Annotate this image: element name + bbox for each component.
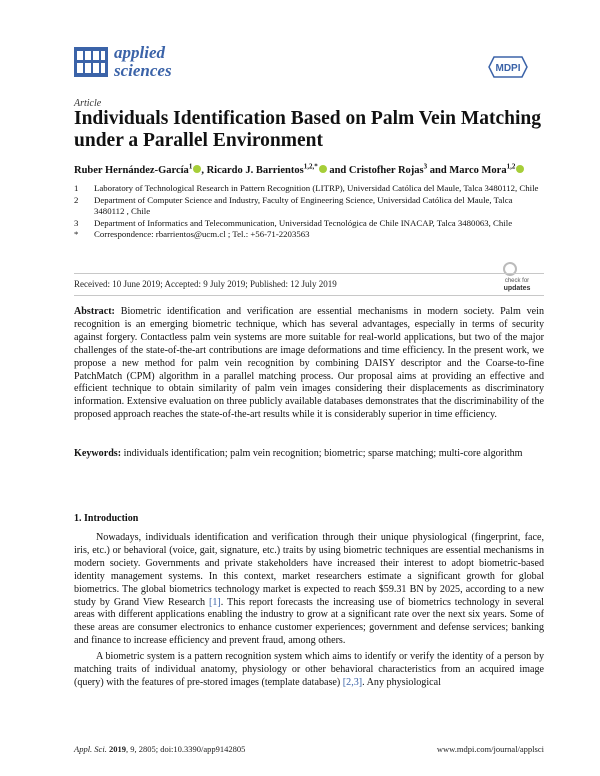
abstract-label: Abstract:: [74, 306, 115, 317]
keywords-label: Keywords:: [74, 448, 122, 459]
author-affiliation-mark: 1,2: [506, 162, 516, 171]
author-separator: ,: [201, 165, 207, 176]
affiliation-number: 1: [74, 183, 79, 193]
affiliation-number: 2: [74, 194, 79, 205]
check-updates-button[interactable]: [493, 262, 541, 292]
citation-link[interactable]: [2,3]: [342, 676, 363, 688]
footer-year: 2019: [108, 744, 126, 754]
footer-rest: , 9, 2805; doi:10.3390/app9142805: [125, 744, 246, 754]
journal-name: [114, 44, 172, 80]
affiliation-item: [74, 218, 544, 230]
paragraph-text: A biometric system is a pattern recognition system which aims to identify or verify the identity of a person by matching traits of individual anatomy, physiology or other behavioral characteristics from an acquired image (query) with the features of pre-stored images (template database): [74, 651, 544, 688]
affiliation-number: *: [74, 229, 79, 240]
affiliation-item: [74, 195, 544, 218]
publisher-name: MDPI: [495, 63, 521, 74]
affiliation-text: Correspondence: rbarrientos@ucm.cl ; Tel.: +56-71-2203563: [94, 229, 310, 240]
citation-link[interactable]: [1]: [208, 596, 221, 608]
author-name: Cristofher Rojas: [348, 165, 424, 176]
journal-name-line2: sciences: [114, 61, 172, 80]
divider: [74, 295, 544, 296]
abstract-text: Biometric identification and verification are essential mechanisms in modern society. Palm vein recognition is an emerging biometric technique, which has several advantages, especially in terms of security against forgery. Contactless palm vein systems are more suitable for real-world applications, but two of the major challenges of the state-of-the-art contributions are image deformations and time efficiency. In the present work, we propose a new method for palm vein recognition by combining DAISY descriptor and the Coarse-to-fine PatchMatch (CPM) algorithm in a parallel matching process. Our proposal aims at providing an effective and efficient technique to obtain similarity of palm vein images considering their displacements as discriminatory information. Extensive evaluation on three publicly available databases demonstrates that the discriminability of the proposed approach reaches the state-of-the-art results while it is considerably superior in time efficiency.: [74, 306, 544, 421]
divider: [74, 273, 544, 274]
keywords-text: individuals identification; palm vein recognition; biometric; sparse matching; multi-core algorithm: [123, 448, 523, 459]
article-type: Article: [74, 98, 102, 109]
paper-title: Individuals Identification Based on Palm Vein Matching under a Parallel Environment: [74, 108, 542, 151]
section-title: 1. Introduction: [74, 513, 139, 524]
check-updates-label: [493, 278, 541, 292]
journal-logo-icon: [74, 47, 108, 77]
affiliation-list: [74, 183, 544, 241]
affiliation-number: 3: [74, 217, 79, 228]
paragraph-text: Nowadays, individuals identification and verification through their unique physiological (fingerprint, face, iris, etc.) or behavioral (voice, gait, signature, etc.) traits by using biometric techniques are essential mechanisms in modern society. Governments and private stakeholders have increased their interest to adopt biometric-based identity management systems. In this context, market researchers estimate a significant growth for global biometrics. The global biometrics technology market is expected to reach $59.31 BN by 2025, according to a new study by Grand View Research: [74, 532, 544, 608]
paragraph: [74, 532, 544, 648]
affiliation-item: [74, 229, 544, 241]
orcid-icon[interactable]: [319, 165, 327, 173]
footer-url[interactable]: www.mdpi.com/journal/applsci: [436, 744, 544, 754]
author-separator: and: [326, 165, 349, 176]
paragraph: [74, 651, 544, 690]
check-updates-line1: check for: [504, 278, 530, 284]
publication-dates: Received: 10 June 2019; Accepted: 9 July 2019; Published: 12 July 2019: [74, 279, 337, 289]
author-separator: and: [427, 165, 450, 176]
affiliation-text: Department of Computer Science and Industry, Faculty of Engineering Science, Universidad Católica del Maule, Talca 3480112 , Chile: [94, 194, 513, 217]
author-name: Marco Mora: [449, 165, 507, 176]
paragraph-text: . Any physiological: [362, 676, 441, 688]
paragraph-text: . This report forecasts the increasing use of biometrics technology in several areas with different applications enabling the industry to grow at a significant rate over the next six years. Some of these areas are consumer electronics to enhance customer experiences; government and defense services; banking and finance to increase efficiency and prevent fraud, among others.: [74, 596, 544, 647]
author-affiliation-mark: 1,2,*: [303, 162, 318, 171]
author-list: [74, 164, 544, 178]
abstract: [74, 306, 544, 422]
mdpi-logo-icon: [488, 56, 528, 78]
author-name: Ricardo J. Barrientos: [206, 165, 304, 176]
affiliation-item: [74, 183, 544, 195]
footer-journal-abbr: Appl. Sci.: [74, 744, 107, 754]
affiliation-text: Laboratory of Technological Research in Pattern Recognition (LITRP), Universidad Católica del Maule, Talca 3480112, Chile: [94, 183, 539, 193]
author-affiliation-mark: 3: [423, 162, 428, 171]
check-updates-line2: updates: [503, 285, 531, 292]
section-body: [74, 532, 544, 690]
footer-citation: [74, 744, 245, 754]
journal-name-line1: applied: [114, 43, 165, 62]
orcid-icon[interactable]: [516, 165, 524, 173]
affiliation-text: Department of Informatics and Telecommunication, Universidad Tecnológica de Chile INACAP, Talca 3480063, Chile: [94, 217, 513, 228]
author-name: Ruber Hernández-García: [74, 165, 189, 176]
author-affiliation-mark: 1: [188, 162, 193, 171]
keywords: [74, 448, 544, 461]
